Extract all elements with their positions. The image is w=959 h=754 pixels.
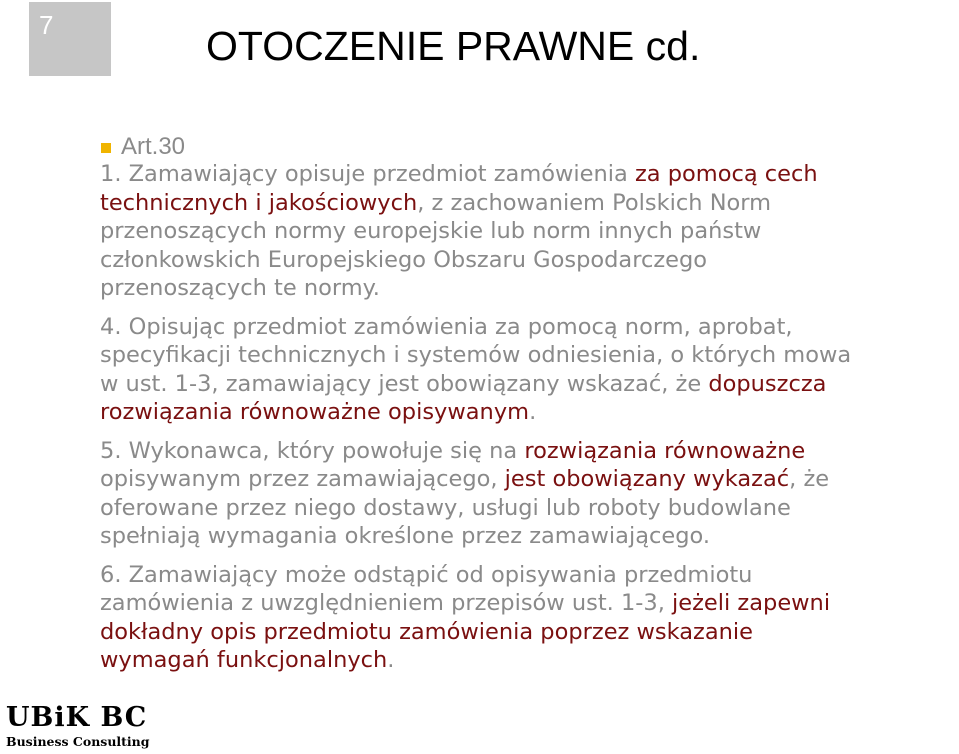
logo-name: UBiK BC [6, 702, 148, 733]
slide-title: OTOCZENIE PRAWNE cd. [206, 23, 701, 69]
text-line [100, 437, 959, 466]
text-run: 5. Wykonawca, który powołuje się na [100, 437, 525, 464]
company-logo [6, 702, 150, 750]
text-run: 4. Opisując przedmiot zamówienia za pomocą norm, aprobat, [100, 313, 793, 340]
text-line [100, 618, 959, 647]
text-run: w ust. 1-3, zamawiający jest obowiązany wskazać, że [100, 370, 709, 397]
highlighted-text: jest obowiązany wykazać [504, 466, 790, 492]
highlighted-text: technicznych i jakościowych [100, 189, 418, 216]
text-run: opisywanym przez zamawiającego, [100, 466, 505, 492]
text-run: , z zachowaniem Polskich Norm [417, 189, 772, 216]
highlighted-text: rozwiązania równoważne opisywanym [100, 399, 530, 425]
text-run: spełniają wymagania określone przez zamawiającego. [100, 523, 711, 549]
text-run: 1. Zamawiający opisuje przedmiot zamówienia [100, 161, 635, 187]
square-bullet-icon [101, 143, 111, 153]
body-text [100, 160, 959, 675]
text-line [100, 341, 959, 370]
paragraph-gap [100, 303, 959, 313]
text-run: oferowane przez niego dostawy, usługi lub roboty budowlane [100, 494, 791, 521]
text-run: zamówienia z uwzględnieniem przepisów ust. 1-3, [100, 590, 673, 616]
text-line [100, 274, 959, 303]
text-line [100, 217, 959, 246]
highlighted-text: dopuszcza [708, 370, 827, 397]
slide-number-box [29, 2, 111, 76]
text-run: przenoszących normy europejskie lub norm innych państw [100, 218, 762, 244]
text-line [100, 561, 959, 590]
article-label: Art.30 [121, 133, 186, 160]
slide-number: 7 [39, 10, 54, 40]
text-line [100, 160, 959, 189]
text-line [100, 522, 959, 551]
text-line [100, 494, 959, 523]
text-run: przenoszących te normy. [100, 275, 380, 301]
text-line [100, 370, 959, 399]
text-run: specyfikacji technicznych i systemów odniesienia, o których mowa [100, 342, 852, 368]
text-line [100, 465, 959, 494]
highlighted-text: rozwiązania równoważne [524, 437, 806, 464]
text-line [100, 246, 959, 275]
text-line [100, 646, 959, 675]
text-run: . [387, 647, 395, 673]
text-run: 6. Zamawiający może odstąpić od opisywania przedmiotu [100, 561, 753, 588]
paragraph-gap [100, 551, 959, 561]
highlighted-text: za pomocą cech [634, 161, 818, 187]
text-line [100, 398, 959, 427]
text-line [100, 313, 959, 342]
paragraph-gap [100, 427, 959, 437]
text-run: , że [789, 466, 830, 492]
text-run: członkowskich Europejskiego Obszaru Gospodarczego [100, 246, 708, 273]
text-line [100, 589, 959, 618]
highlighted-text: wymagań funkcjonalnych [100, 647, 388, 673]
highlighted-text: dokładny opis przedmiotu zamówienia poprzez wskazanie [100, 618, 754, 645]
text-line [100, 189, 959, 218]
text-run: . [529, 399, 537, 425]
highlighted-text: jeżeli zapewni [672, 590, 831, 616]
logo-tagline: Business Consulting [6, 734, 150, 749]
